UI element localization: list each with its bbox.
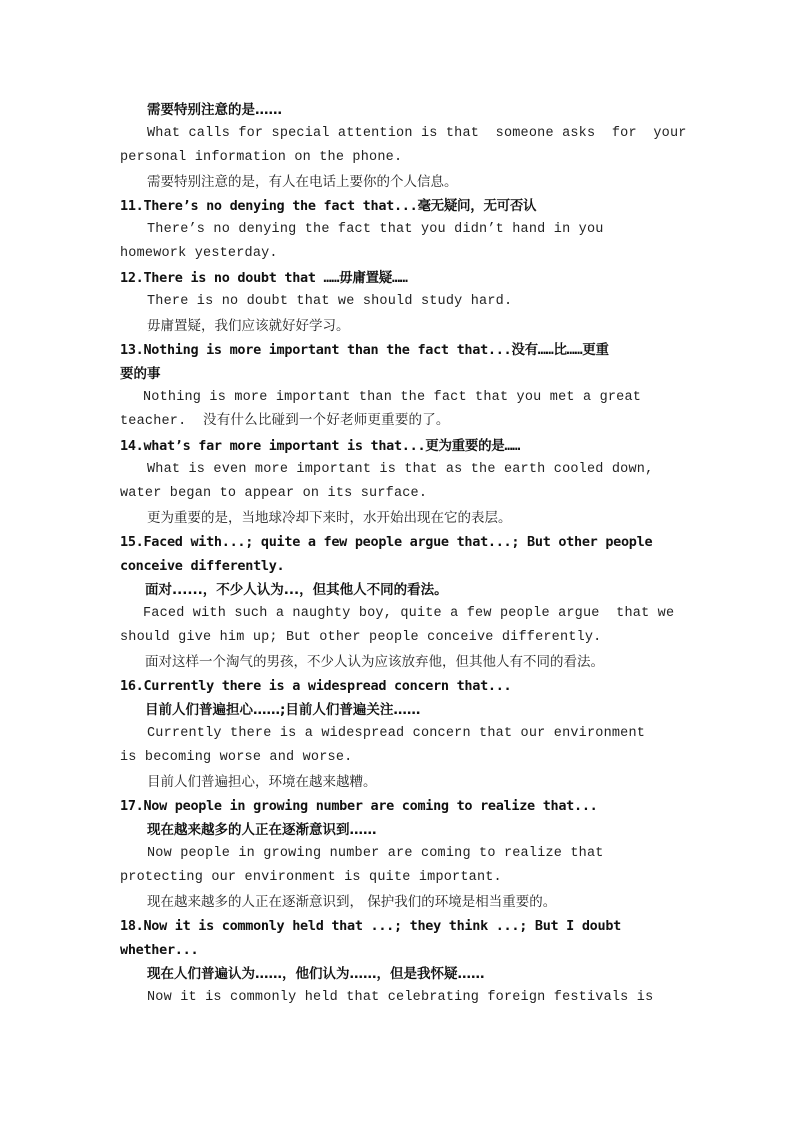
item-heading-16: 16.Currently there is a widespread concern that... <box>120 678 512 694</box>
translation-line: 更为重要的是，当地球冷却下来时，水开始出现在它的表层。 <box>147 510 512 526</box>
item-heading-13: 13.Nothing is more important than the fact that...没有……比……更重 <box>120 342 609 358</box>
item-heading-17: 17.Now people in growing number are coming to realize that... <box>120 798 598 814</box>
example-line: homework yesterday. <box>120 246 278 261</box>
example-line: Faced with such a naughty boy, quite a few people argue that we <box>143 606 675 621</box>
example-line: should give him up; But other people conceive differently. <box>120 630 602 645</box>
example-line: Currently there is a widespread concern that our environment <box>147 726 646 741</box>
example-line: water began to appear on its surface. <box>120 486 428 501</box>
translation-line: 需要特别注意的是，有人在电话上要你的个人信息。 <box>147 174 458 190</box>
translation-line: 目前人们普遍担心，环境在越来越糟。 <box>147 774 377 790</box>
example-line: There is no doubt that we should study hard. <box>147 294 513 309</box>
example-line: teacher. 没有什么比碰到一个好老师更重要的了。 <box>120 414 450 429</box>
translation-line: 毋庸置疑，我们应该就好好学习。 <box>147 318 350 334</box>
example-line: There’s no denying the fact that you didn’t hand in you <box>147 222 604 237</box>
item-heading-12: 12.There is no doubt that ……毋庸置疑…… <box>120 270 408 286</box>
item-heading-15: 15.Faced with...; quite a few people argue that...; But other people <box>120 534 653 550</box>
item-heading-14: 14.what’s far more important is that...更为重要的是…… <box>120 438 521 454</box>
example-line: Now people in growing number are coming to realize that <box>147 846 604 861</box>
example-line: What calls for special attention is that someone asks for your <box>147 126 687 141</box>
cn-heading-attention: 需要特别注意的是…… <box>147 102 282 118</box>
translation-line: 面对这样一个淘气的男孩，不少人认为应该放弃他，但其他人有不同的看法。 <box>145 654 604 670</box>
translation-line: 现在越来越多的人正在逐渐意识到， 保护我们的环境是相当重要的。 <box>147 894 557 910</box>
example-line: Nothing is more important than the fact that you met a great <box>143 390 642 405</box>
item-heading-15-cont: conceive differently. <box>120 558 285 574</box>
example-line: protecting our environment is quite important. <box>120 870 502 885</box>
example-line: is becoming worse and worse. <box>120 750 353 765</box>
cn-heading-15: 面对......，不少人认为...，但其他人不同的看法。 <box>145 582 448 598</box>
example-line: personal information on the phone. <box>120 150 403 165</box>
cn-heading-16: 目前人们普遍担心……;目前人们普遍关注…… <box>145 702 421 718</box>
item-heading-11: 11.There’s no denying the fact that...毫无疑问，无可否认 <box>120 198 537 214</box>
cn-heading-17: 现在越来越多的人正在逐渐意识到…… <box>147 822 377 838</box>
item-heading-18: 18.Now it is commonly held that ...; they think ...; But I doubt <box>120 918 621 934</box>
example-line: What is even more important is that as the earth cooled down, <box>147 462 654 477</box>
item-heading-13-cont: 要的事 <box>120 366 161 382</box>
item-heading-18-cont: whether... <box>120 942 199 958</box>
example-line: Now it is commonly held that celebrating foreign festivals is <box>147 990 654 1005</box>
cn-heading-18: 现在人们普遍认为……，他们认为……，但是我怀疑…… <box>147 966 485 982</box>
